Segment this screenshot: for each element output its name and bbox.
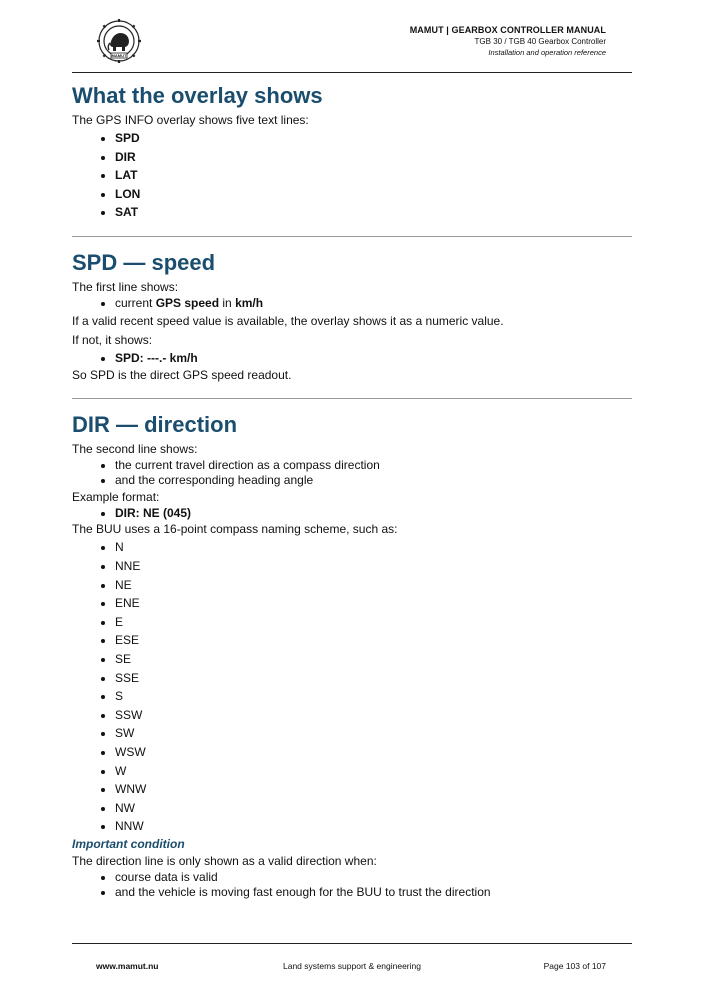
list-item: • course data is valid [115, 870, 632, 886]
list-item: • ENE [115, 594, 632, 613]
overlay-lines-list [72, 129, 632, 222]
page-content [72, 80, 632, 901]
list-item: • SE [115, 650, 632, 669]
dir-example-intro: Example format: [72, 489, 160, 504]
list-item: • NNW [115, 817, 632, 836]
dir-list [72, 458, 632, 489]
mamut-logo-icon [96, 18, 142, 64]
section-overlay [72, 80, 632, 222]
spd-list [72, 296, 632, 312]
condition-heading: Important condition [72, 836, 185, 851]
list-item: • and the vehicle is moving fast enough for the BUU to trust the direction [115, 885, 632, 901]
list-item: • SPD: ---.- km/h [115, 351, 632, 367]
condition-list [72, 870, 632, 901]
dir-heading: DIR — direction [72, 411, 238, 437]
list-item: • E [115, 613, 632, 632]
dir-example-list [72, 506, 632, 522]
spd-intro: The first line shows: [72, 279, 179, 294]
list-item: • SPD [115, 129, 632, 148]
section-divider [72, 398, 632, 399]
manual-title: MAMUT | GEARBOX CONTROLLER MANUAL [409, 25, 606, 35]
list-item: • WSW [115, 743, 632, 762]
page-header [72, 16, 632, 73]
spd-heading: SPD — speed [72, 249, 216, 275]
list-item: • and the corresponding heading angle [115, 473, 632, 489]
list-item: • DIR: NE (045) [115, 506, 632, 522]
list-item: • current GPS speed in km/h [115, 296, 632, 312]
list-item: • DIR [115, 148, 632, 167]
list-item: • SW [115, 724, 632, 743]
list-item: • NE [115, 576, 632, 595]
spd-valid-text: If a valid recent speed value is available, the overlay shows it as a numeric value. [72, 314, 504, 329]
list-item: • N [115, 538, 632, 557]
condition-intro: The direction line is only shown as a valid direction when: [72, 853, 377, 868]
logo-text: MAMUT [111, 53, 127, 58]
list-item: • LON [115, 185, 632, 204]
list-item: • W [115, 762, 632, 781]
page-footer [72, 943, 632, 984]
section-divider [72, 236, 632, 237]
manual-subtitle: TGB 30 / TGB 40 Gearbox Controller [474, 37, 606, 46]
list-item: • ESE [115, 631, 632, 650]
section-dir [72, 409, 632, 901]
list-item: • S [115, 687, 632, 706]
spd-summary: So SPD is the direct GPS speed readout. [72, 367, 292, 382]
overlay-heading: What the overlay shows [72, 83, 323, 108]
list-item: • SSW [115, 706, 632, 725]
list-item: • LAT [115, 166, 632, 185]
compass-points-list [72, 538, 632, 836]
compass-intro: The BUU uses a 16-point compass naming scheme, such as: [72, 522, 398, 537]
list-item: • SAT [115, 203, 632, 222]
list-item: • NW [115, 799, 632, 818]
spd-invalid-list [72, 351, 632, 367]
dir-intro: The second line shows: [72, 441, 198, 456]
list-item: • SSE [115, 669, 632, 688]
spd-invalid-intro: If not, it shows: [72, 333, 153, 348]
list-item: • WNW [115, 780, 632, 799]
list-item: • the current travel direction as a compass direction [115, 458, 632, 474]
footer-website[interactable]: www.mamut.nu [96, 961, 159, 971]
footer-tagline: Land systems support & engineering [283, 961, 421, 971]
manual-reference: Installation and operation reference [488, 48, 606, 57]
section-spd [72, 247, 632, 384]
page-number: Page 103 of 107 [543, 961, 606, 971]
list-item: • NNE [115, 557, 632, 576]
overlay-intro: The GPS INFO overlay shows five text lines: [72, 113, 309, 127]
